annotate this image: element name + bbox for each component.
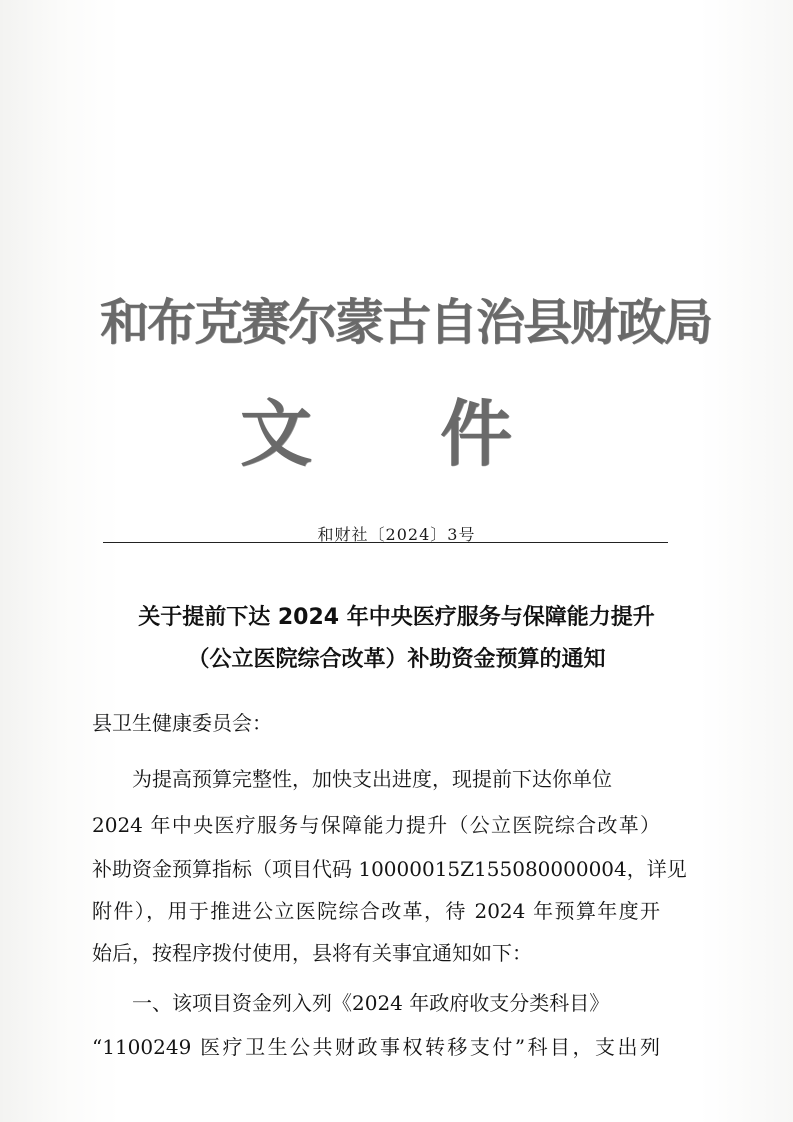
doc-type-char-1: 文 — [240, 391, 313, 476]
salutation: 县卫生健康委员会： — [92, 711, 272, 735]
issuer-name: 和布克赛尔蒙古自治县财政局 — [100, 293, 712, 351]
document-number: 和财社〔2024〕3号 — [317, 525, 476, 544]
paragraph-2-line-2: “1100249 医疗卫生公共财政事权转移支付”科目，支出列 — [92, 1035, 660, 1059]
paragraph-1-line-1: 为提高预算完整性，加快支出进度，现提前下达你单位 — [132, 767, 612, 791]
header-divider — [103, 542, 668, 543]
paragraph-2-line-1: 一、该项目资金列入列《2024 年政府收支分类科目》 — [132, 991, 610, 1015]
paragraph-1-line-3: 补助资金预算指标（项目代码 10000015Z155080000004，详见 — [92, 857, 687, 881]
notice-title-line-2: （公立医院综合改革）补助资金预算的通知 — [187, 647, 606, 672]
paragraph-1-line-4: 附件），用于推进公立医院综合改革，待 2024 年预算年度开 — [92, 899, 660, 923]
paragraph-1-line-5: 始后，按程序拨付使用，县将有关事宜通知如下： — [92, 941, 532, 965]
paragraph-1-line-2: 2024 年中央医疗服务与保障能力提升（公立医院综合改革） — [92, 813, 660, 837]
notice-title-line-1: 关于提前下达 2024 年中央医疗服务与保障能力提升 — [138, 605, 655, 630]
doc-type-char-2: 件 — [440, 391, 513, 476]
